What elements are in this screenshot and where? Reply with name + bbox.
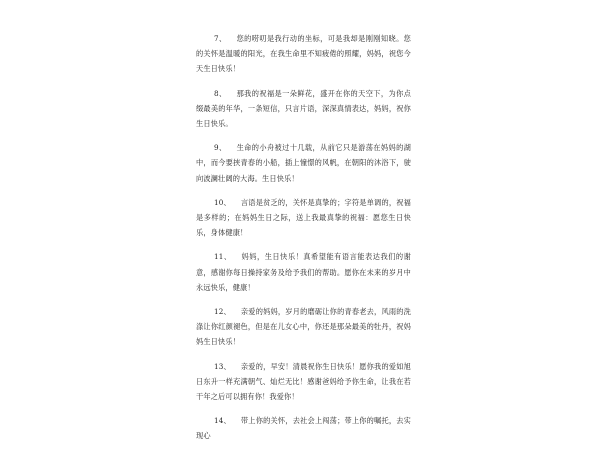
paragraph-text: 亲爱的妈妈，岁月的磨砺让你的青春老去，风雨的洗涤让你红颜褪色，但是在儿女心中，你还是那朵最美的牡丹，祝妈妈生日快乐！ xyxy=(196,307,411,347)
paragraph-14 xyxy=(196,413,411,443)
paragraph-number: 12、 xyxy=(214,307,231,317)
paragraph-text: 您的唠叨是我行动的坐标，可是我却是刚刚知晓。您的关怀是温暖的阳光，在我生命里不知疲倦的照耀，妈妈，祝您今天生日快乐！ xyxy=(196,34,412,74)
paragraph-number: 14、 xyxy=(214,416,231,426)
paragraph-number: 8、 xyxy=(214,88,227,98)
paragraph-text: 生命的小舟被过十几载，从前它只是游荡在妈妈的湖中，而今要挟青春的小船，插上憧憬的风帆，在朝阳的沐浴下，驶向波澜壮阔的大海。生日快乐！ xyxy=(196,143,412,183)
paragraph-number: 10、 xyxy=(214,197,231,207)
paragraph-number: 7、 xyxy=(214,34,227,43)
paragraph-text: 亲爱的，早安！清晨祝你生日快乐！愿你我的爱如旭日东升一样充满朝气、灿烂无比！感谢爸妈给予你生命，让我在若干年之后可以拥有你！我爱你！ xyxy=(196,361,411,402)
paragraph-text: 妈妈，生日快乐！真希望能有语言能表达我们的谢意，感谢你每日操持家务及给予我们的帮助。愿你在未来的岁月中永远快乐，健康！ xyxy=(196,252,411,292)
paragraph-number: 11、 xyxy=(214,252,232,262)
paragraph-9 xyxy=(196,140,411,186)
document-body xyxy=(196,31,411,453)
paragraph-12 xyxy=(196,304,411,350)
paragraph-text: 带上你的关怀，去社会上闯荡；带上你的嘱托，去实现心 xyxy=(196,416,411,441)
paragraph-number: 9、 xyxy=(214,143,227,153)
paragraph-10 xyxy=(196,195,411,241)
paragraph-number: 13、 xyxy=(214,361,231,371)
paragraph-text: 言语是贫乏的，关怀是真挚的；字符是单调的，祝福是多样的；在妈妈生日之际，送上我最真挚的祝福：愿您生日快乐，身体健康！ xyxy=(196,197,411,238)
paragraph-7 xyxy=(196,31,411,77)
paragraph-11 xyxy=(196,249,411,295)
paragraph-text: 那我的祝福是一朵鲜花，盛开在你的天空下，为你点缀最美的年华，一条短信，只言片语，深深真情表达，妈妈，祝你生日快乐。 xyxy=(196,88,412,129)
paragraph-13 xyxy=(196,359,411,405)
paragraph-8 xyxy=(196,86,411,132)
